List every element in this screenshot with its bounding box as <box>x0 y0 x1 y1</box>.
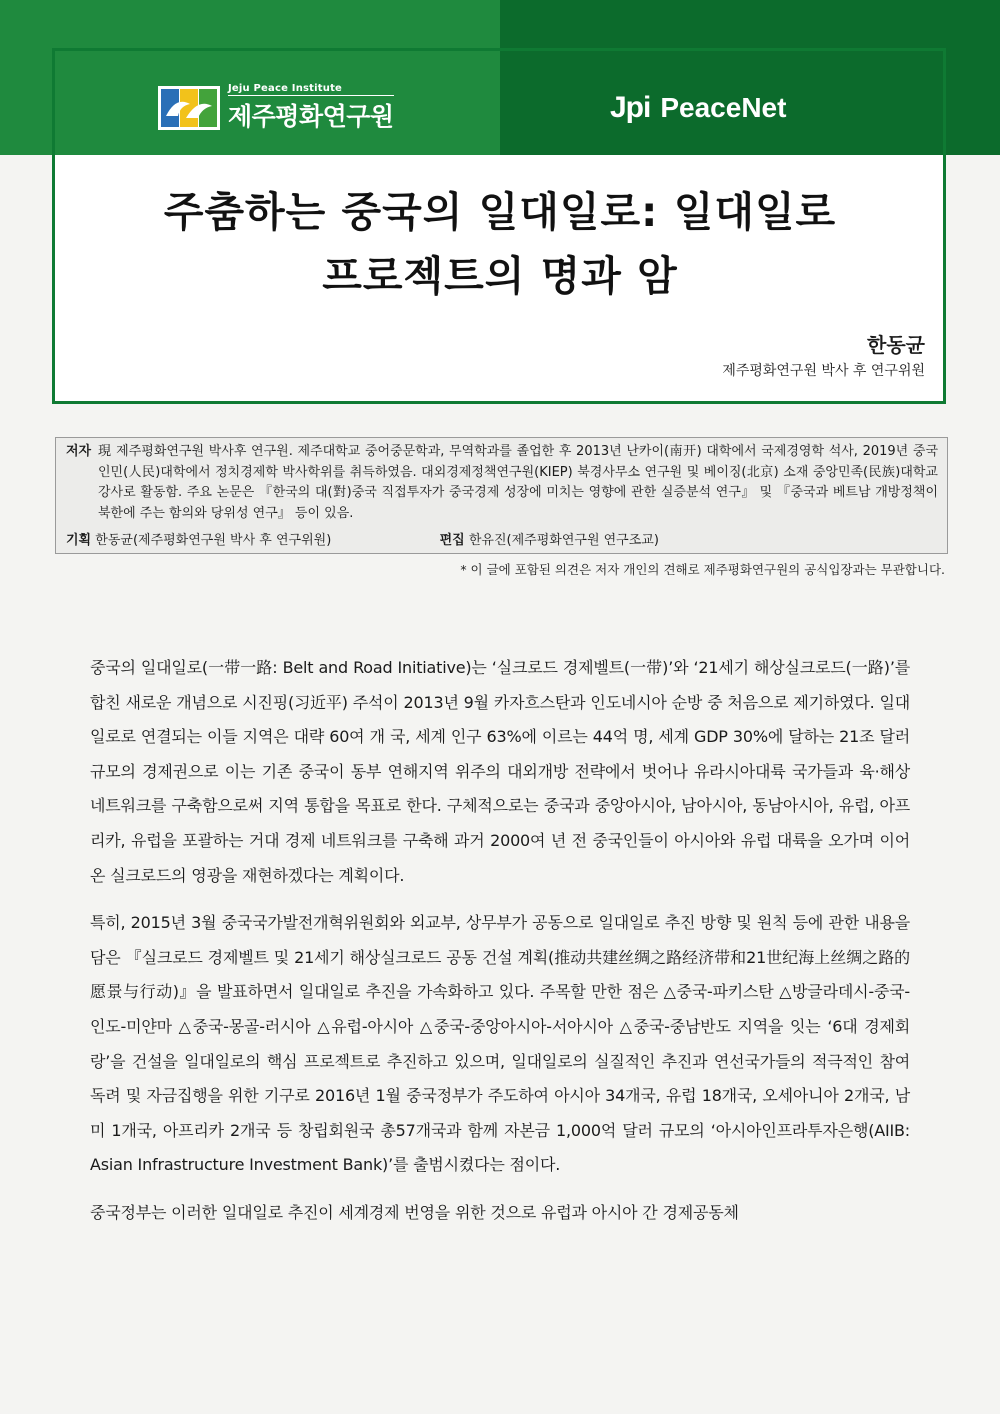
author-name: 한동균 <box>867 333 925 357</box>
body-paragraph-2: 특히, 2015년 3월 중국국가발전개혁위원회와 외교부, 상무부가 공동으로 일대일로 추진 방향 및 원칙 등에 관한 내용을 담은 『실크로드 경제벨트 및 21세기 해상실크로드 공동 건설 계획(推动共建丝绸之路经济带和21世纪海上丝绸之路的愿景与行动)』을 발표하면서 일대일로 추진을 가속화하고 있다. 주목할 만한 점은 △중국-파키스탄 △방글라데시-중국-인도-미얀마 △중국-몽골-러시아 △유럽-아시아 △중국-중앙아시아-서아시아 △중국-중남반도 지역을 잇는 ‘6대 경제회랑’을 건설을 일대일로의 핵심 프로젝트로 추진하고 있으며, 일대일로의 실질적인 추진과 연선국가들의 적극적인 참여 독려 및 자금집행을 위한 기구로 2016년 1월 중국정부가 주도하여 아시아 34개국, 유럽 18개국, 오세아니아 2개국, 남미 1개국, 아프리카 2개국 등 창립회원국 총57개국과 함께 자본금 1,000억 달러 규모의 ‘아시아인프라투자은행(AIIB: Asian Infrastructure Investment Bank)’를 출범시켰다는 점이다. <box>90 913 910 1175</box>
disclaimer: * 이 글에 포함된 의견은 저자 개인의 견해로 제주평화연구원의 공식입장과는 무관합니다. <box>460 562 945 577</box>
editing-label: 편집 <box>439 533 465 548</box>
author-bio: 現 제주평화연구원 박사후 연구원. 제주대학교 중어중문학과, 무역학과를 졸업한 후 2013년 난카이(南开) 대학에서 국제경영학 석사, 2019년 중국인민(人民)대학에서 정치경제학 박사학위를 취득하였음. 대외경제정책연구원(KIEP) 북경사무소 연구원 및 베이징(北京) 소재 중앙민족(民族)대학교 강사로 활동함. 주요 논문은 『한국의 대(對)중국 직접투자가 중국경제 성장에 미치는 영향에 관한 실증분석 연구』 및 『중국과 베트남 개방정책이 북한에 주는 함의와 당위성 연구』 등이 있음. <box>98 444 938 521</box>
body-paragraph-1: 중국의 일대일로(一带一路: Belt and Road Initiative)는 ‘실크로드 경제벨트(一带)’와 ‘21세기 해상실크로드(一路)’를 합친 새로운 개념으로 시진핑(习近平) 주석이 2013년 9월 카자흐스탄과 인도네시아 순방 중 처음으로 제기하였다. 일대일로로 연결되는 이들 지역은 대략 60여 개 국, 세계 인구 63%에 이르는 44억 명, 세계 GDP 30%에 달하는 21조 달러 규모의 경제권으로 이는 기존 중국이 동부 연해지역 위주의 대외개방 전략에서 벗어나 유라시아대륙 국가들과 육·해상 네트워크를 구축함으로써 지역 통합을 목표로 한다. 구체적으로는 중국과 중앙아시아, 남아시아, 동남아시아, 유럽, 아프리카, 유럽을 포괄하는 거대 경제 네트워크를 구축해 과거 2000여 년 전 중국인들이 아시아와 유럽 대륙을 오가며 이어온 실크로드의 영광을 재현하겠다는 계획이다. <box>90 658 910 885</box>
article-body <box>90 651 910 1244</box>
editing-value: 한유진(제주평화연구원 연구조교) <box>468 533 659 548</box>
author-affiliation: 제주평화연구원 박사 후 연구위원 <box>722 363 925 379</box>
dove-logo-icon <box>158 86 220 130</box>
peacenet-wordmark: PeaceNet <box>660 92 787 123</box>
credits-row <box>66 531 938 552</box>
institute-korean-name: 제주평화연구원 <box>228 102 394 131</box>
jpi-mark: Jpi <box>610 91 651 124</box>
author-label: 저자 <box>66 444 92 459</box>
planning-label: 기획 <box>66 533 92 548</box>
jeju-peace-institute-logo <box>158 83 394 131</box>
planning-value: 한동균(제주평화연구원 박사 후 연구위원) <box>95 533 332 548</box>
author-bio-row <box>66 442 938 524</box>
peacenet-logo <box>610 86 786 130</box>
page-title <box>60 180 940 308</box>
title-line-2: 프로젝트의 명과 암 <box>322 252 678 300</box>
body-paragraph-3: 중국정부는 이러한 일대일로 추진이 세계경제 번영을 위한 것으로 유럽과 아시아 간 경제공동체 <box>90 1202 739 1222</box>
author-info-box <box>55 437 948 554</box>
institute-english-name: Jeju Peace Institute <box>228 83 394 96</box>
title-line-1: 주춤하는 중국의 일대일로: 일대일로 <box>163 188 837 236</box>
